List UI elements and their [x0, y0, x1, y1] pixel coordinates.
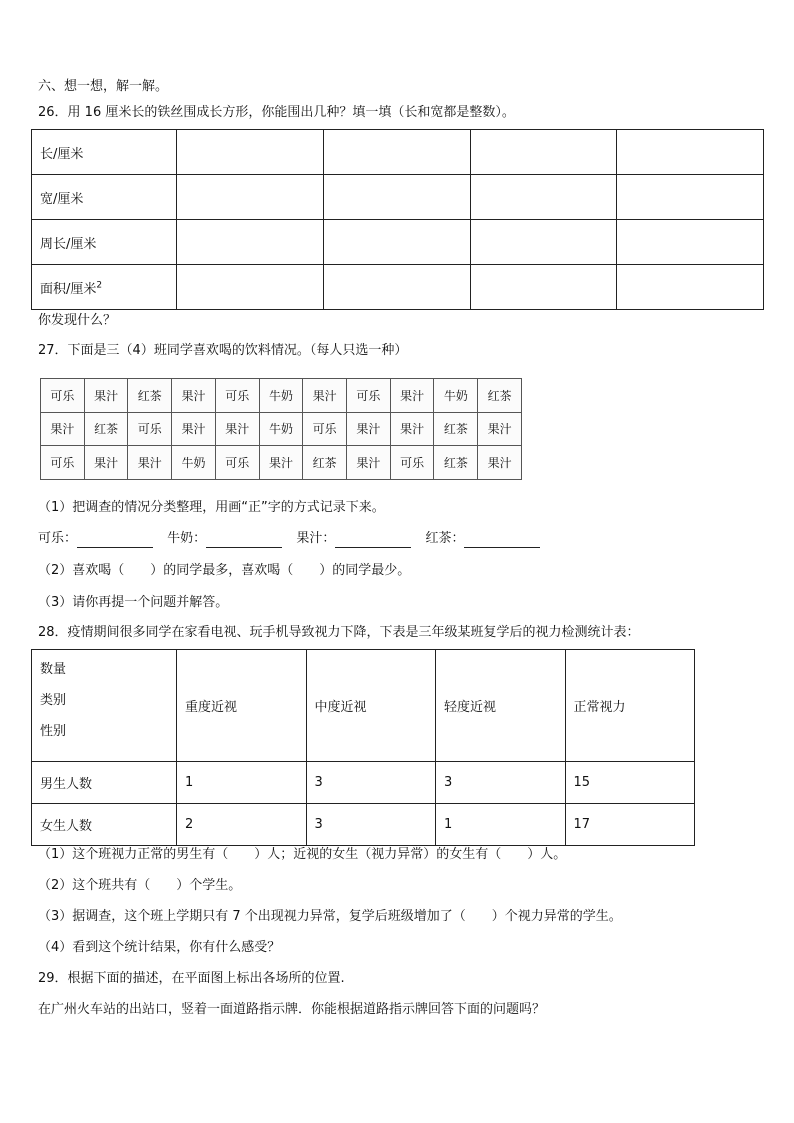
survey-cell: 可乐 [347, 379, 391, 413]
question-28-part-1: （1）这个班视力正常的男生有（ ）人；近视的女生（视力异常）的女生有（ ）人。 [38, 847, 567, 862]
question-29-text: 在广州火车站的出站口，竖着一面道路指示牌．你能根据道路指示牌回答下面的问题吗？ [38, 1002, 546, 1017]
tally-blank[interactable] [335, 533, 411, 548]
table-row [32, 650, 695, 762]
table-row [32, 265, 764, 310]
drink-survey-photo [40, 378, 522, 480]
row-label-boys: 男生人数 [32, 762, 177, 804]
answer-cell[interactable] [617, 265, 764, 310]
row-label-width: 宽/厘米 [32, 175, 177, 220]
question-27-part-2: （2）喜欢喝（ ）的同学最多，喜欢喝（ ）的同学最少。 [38, 563, 411, 578]
survey-cell: 红茶 [434, 412, 478, 446]
table-cell: 2 [177, 804, 307, 846]
question-28-part-2: （2）这个班共有（ ）个学生。 [38, 878, 242, 893]
survey-cell: 果汁 [390, 412, 434, 446]
answer-cell[interactable] [617, 220, 764, 265]
vision-table [31, 649, 695, 846]
table-row [32, 762, 695, 804]
survey-cell: 牛奶 [172, 446, 216, 480]
table-cell: 1 [177, 762, 307, 804]
question-28-part-4: （4）看到这个统计结果，你有什么感受？ [38, 940, 281, 955]
answer-cell[interactable] [177, 220, 324, 265]
tally-label-milk: 牛奶： [167, 531, 207, 546]
survey-cell: 牛奶 [259, 412, 303, 446]
survey-cell: 果汁 [172, 412, 216, 446]
answer-cell[interactable] [177, 265, 324, 310]
survey-cell: 果汁 [347, 412, 391, 446]
survey-cell: 红茶 [84, 412, 128, 446]
survey-cell: 牛奶 [259, 379, 303, 413]
survey-cell: 可乐 [128, 412, 172, 446]
survey-row [41, 379, 522, 413]
table-cell: 15 [565, 762, 695, 804]
question-27-part-1: （1）把调查的情况分类整理，用画“正”字的方式记录下来。 [38, 500, 385, 515]
answer-cell[interactable] [470, 130, 617, 175]
survey-cell: 可乐 [41, 446, 85, 480]
section-title: 六、想一想，解一解。 [38, 79, 169, 94]
table-row [32, 130, 764, 175]
row-label-girls: 女生人数 [32, 804, 177, 846]
rectangle-table [31, 129, 764, 310]
tally-blank[interactable] [77, 533, 153, 548]
survey-cell: 可乐 [390, 446, 434, 480]
answer-cell[interactable] [470, 175, 617, 220]
question-27-part-3: （3）请你再提一个问题并解答。 [38, 595, 229, 610]
survey-cell: 果汁 [128, 446, 172, 480]
tally-label-cola: 可乐： [38, 531, 78, 546]
survey-cell: 可乐 [215, 446, 259, 480]
survey-cell: 果汁 [172, 379, 216, 413]
table-cell: 3 [436, 762, 566, 804]
survey-cell: 可乐 [41, 379, 85, 413]
answer-cell[interactable] [323, 220, 470, 265]
corner-header [32, 650, 177, 762]
answer-cell[interactable] [177, 175, 324, 220]
corner-category: 类别 [40, 693, 67, 708]
answer-cell[interactable] [323, 130, 470, 175]
tally-line [38, 530, 550, 548]
answer-cell[interactable] [470, 265, 617, 310]
survey-cell: 果汁 [84, 379, 128, 413]
survey-cell: 果汁 [84, 446, 128, 480]
answer-cell[interactable] [323, 265, 470, 310]
tally-label-tea: 红茶： [425, 531, 465, 546]
table-cell: 3 [306, 762, 436, 804]
table-row [32, 804, 695, 846]
table-row [32, 175, 764, 220]
answer-cell[interactable] [617, 175, 764, 220]
survey-cell: 果汁 [478, 412, 522, 446]
column-header: 中度近视 [306, 650, 436, 762]
survey-cell: 果汁 [390, 379, 434, 413]
survey-cell: 果汁 [215, 412, 259, 446]
row-label-length: 长/厘米 [32, 130, 177, 175]
column-header: 正常视力 [565, 650, 695, 762]
row-label-perimeter: 周长/厘米 [32, 220, 177, 265]
corner-gender: 性别 [40, 724, 67, 739]
table-cell: 17 [565, 804, 695, 846]
answer-cell[interactable] [177, 130, 324, 175]
answer-cell[interactable] [470, 220, 617, 265]
survey-cell: 红茶 [478, 379, 522, 413]
survey-cell: 可乐 [215, 379, 259, 413]
survey-cell: 果汁 [41, 412, 85, 446]
question-29-title: 29．根据下面的描述，在平面图上标出各场所的位置. [38, 971, 345, 986]
tally-blank[interactable] [464, 533, 540, 548]
survey-cell: 果汁 [259, 446, 303, 480]
survey-cell: 果汁 [303, 379, 347, 413]
table-cell: 1 [436, 804, 566, 846]
question-28-title: 28．疫情期间很多同学在家看电视、玩手机导致视力下降，下表是三年级某班复学后的视力检测统计表： [38, 625, 640, 640]
column-header: 重度近视 [177, 650, 307, 762]
survey-row [41, 412, 522, 446]
survey-cell: 果汁 [478, 446, 522, 480]
survey-cell: 红茶 [434, 446, 478, 480]
table-row [32, 220, 764, 265]
answer-cell[interactable] [323, 175, 470, 220]
survey-cell: 可乐 [303, 412, 347, 446]
column-header: 轻度近视 [436, 650, 566, 762]
survey-cell: 红茶 [303, 446, 347, 480]
survey-cell: 红茶 [128, 379, 172, 413]
drink-survey-table [40, 378, 522, 480]
survey-cell: 牛奶 [434, 379, 478, 413]
tally-label-juice: 果汁： [296, 531, 336, 546]
question-26-title: 26．用 16 厘米长的铁丝围成长方形，你能围出几种？填一填（长和宽都是整数）。 [38, 105, 515, 120]
question-27-title: 27．下面是三（4）班同学喜欢喝的饮料情况。（每人只选一种） [38, 343, 408, 358]
row-label-area: 面积/厘米$^2$ [32, 265, 177, 310]
survey-cell: 果汁 [347, 446, 391, 480]
question-26-followup: 你发现什么？ [38, 313, 117, 328]
table-cell: 3 [306, 804, 436, 846]
corner-quantity: 数量 [40, 662, 67, 677]
tally-blank[interactable] [206, 533, 282, 548]
answer-cell[interactable] [617, 130, 764, 175]
question-28-part-3: （3）据调查，这个班上学期只有 7 个出现视力异常，复学后班级增加了（ ）个视力异常的学生。 [38, 909, 622, 924]
survey-row [41, 446, 522, 480]
